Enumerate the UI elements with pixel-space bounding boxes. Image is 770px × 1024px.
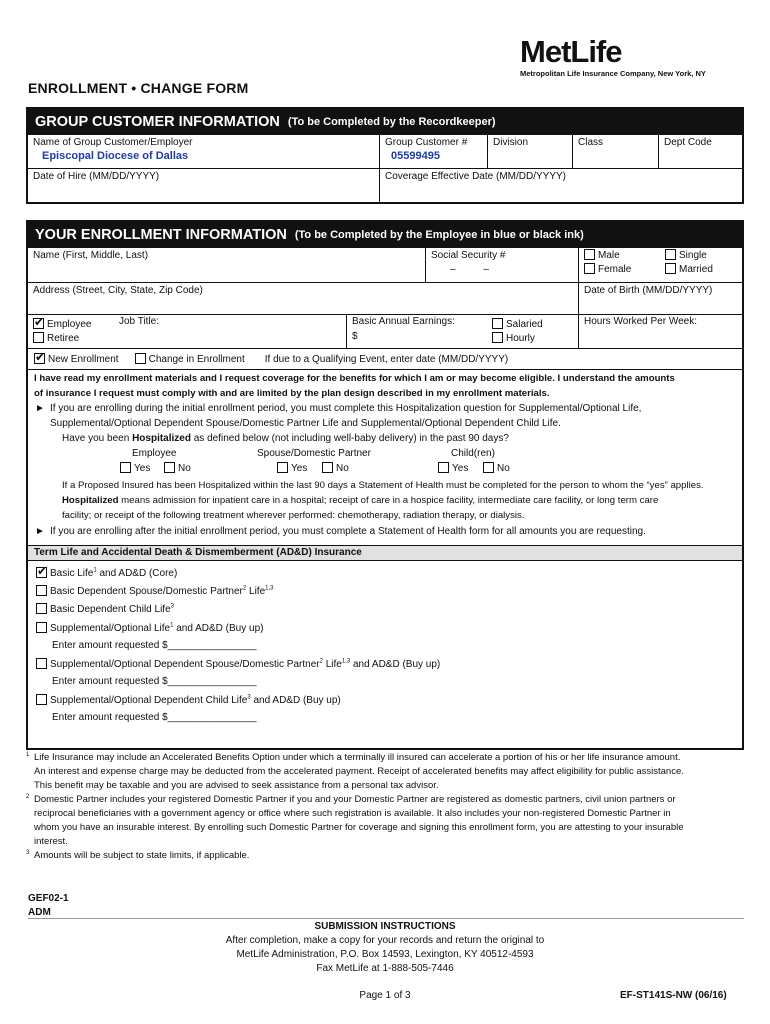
single-label: Single (679, 250, 707, 261)
male-label: Male (598, 250, 620, 261)
qualifying-event-label: If due to a Qualifying Event, enter date (MM/DD/YYYY) (264, 353, 509, 365)
bullet-2-text: If you are enrolling after the initial enrollment period, you must complete a Statement of Health form for all amounts you are requesting. (50, 526, 646, 537)
bullet-1-icon: ► (35, 403, 45, 414)
group-customer-section (26, 107, 744, 204)
male-checkbox[interactable] (584, 249, 595, 260)
spouse-yes-option[interactable]: Yes (277, 462, 307, 474)
company-name: Metropolitan Life Insurance Company, New York, NY (520, 69, 706, 78)
retiree-label: Retiree (47, 333, 80, 344)
children-yes-checkbox[interactable] (438, 462, 449, 473)
salaried-checkbox[interactable] (492, 318, 503, 329)
col-children-label: Child(ren) (451, 448, 495, 459)
employee-no-checkbox[interactable] (164, 462, 175, 473)
form-code-2: ADM (28, 907, 51, 918)
group-section-title: GROUP CUSTOMER INFORMATION (35, 114, 280, 130)
hospitalized-question: Have you been Hospitalized as defined below (not including well-baby delivery) in the past 90 days? (62, 433, 509, 444)
basic-dep-spouse-option[interactable]: Basic Dependent Spouse/Domestic Partner$^2$ Life$^{1,3}$ (36, 585, 273, 597)
supp-life-checkbox[interactable] (36, 622, 47, 633)
hourly-option[interactable] (492, 332, 573, 344)
employee-no-option[interactable]: No (164, 462, 191, 474)
ssn-label: Social Security # (431, 250, 506, 261)
statement-line-2: of insurance I request must comply with and are limited by the plan design described in my enrollment materials. (34, 388, 550, 399)
term-life-block (28, 545, 742, 732)
bullet-2-icon: ► (35, 526, 45, 537)
class-label: Class (578, 137, 604, 148)
hours-field[interactable] (578, 315, 742, 348)
supp-child-amount[interactable]: Enter amount requested $________________ (52, 712, 257, 723)
supp-child-option[interactable]: Supplemental/Optional Dependent Child Life$^3$ and AD&D (Buy up) (36, 694, 341, 706)
address-label: Address (Street, City, State, Zip Code) (33, 285, 203, 296)
salaried-label: Salaried (506, 319, 543, 330)
employee-checkbox[interactable] (33, 318, 44, 329)
employee-option[interactable] (33, 318, 109, 330)
supp-spouse-amount[interactable]: Enter amount requested $________________ (52, 676, 257, 687)
basic-life-option[interactable]: ✔Basic Life$^1$ and AD&D (Core) (36, 567, 177, 579)
col-employee-label: Employee (132, 448, 177, 459)
submission-line-1: After completion, make a copy for your records and return the original to (225, 935, 545, 946)
enrollment-section (26, 220, 744, 750)
children-yes-option[interactable]: Yes (438, 462, 468, 474)
group-number-value: 05599495 (391, 150, 440, 162)
statement-block (28, 369, 742, 545)
single-checkbox[interactable] (665, 249, 676, 260)
job-title-field[interactable] (114, 315, 346, 348)
hourly-label: Hourly (506, 333, 535, 344)
change-enrollment-option[interactable] (135, 353, 245, 365)
form-title: ENROLLMENT • CHANGE FORM (28, 80, 249, 96)
group-number-field[interactable] (379, 135, 487, 168)
spouse-no-option[interactable]: No (322, 462, 349, 474)
dob-label: Date of Birth (MM/DD/YYYY) (584, 285, 713, 296)
hourly-checkbox[interactable] (492, 332, 503, 343)
submission-heading: SUBMISSION INSTRUCTIONS (314, 921, 456, 932)
female-label: Female (598, 264, 632, 275)
employee-label: Employee (47, 319, 92, 330)
enrollment-type-row (28, 348, 742, 369)
date-of-hire-field[interactable] (28, 169, 379, 202)
bullet-1-line-2: Supplemental/Optional Dependent Spouse/Domestic Partner Life and Supplemental/Optional Dependent Child Life. (50, 418, 561, 429)
supp-spouse-checkbox[interactable] (36, 658, 47, 669)
dept-code-field[interactable] (658, 135, 742, 168)
enrollment-section-subtitle: (To be Completed by the Employee in blue or black ink) (294, 229, 584, 241)
new-enrollment-option[interactable] (34, 353, 119, 365)
marital-field (660, 248, 742, 282)
retiree-option[interactable] (33, 332, 109, 344)
submission-line-2: MetLife Administration, P.O. Box 14593, Lexington, KY 40512-4593 (236, 949, 534, 960)
division-label: Division (493, 137, 529, 148)
gender-field (578, 248, 660, 282)
retiree-checkbox[interactable] (33, 332, 44, 343)
footnote-2-line-1: Domestic Partner includes your registered Domestic Partner if you and your Domestic Partner are registered as domestic partners, civil union partners or (34, 794, 676, 805)
ssn-dashes: – – (450, 264, 489, 275)
change-enrollment-label: Change in Enrollment (148, 354, 245, 365)
pay-type-field (487, 315, 578, 348)
metlife-logo: MetLife (520, 34, 622, 69)
form-number: EF-ST141S-NW (06/16) (620, 990, 727, 1001)
footnote-2-line-4: interest. (34, 836, 68, 847)
male-option[interactable] (584, 249, 655, 261)
group-name-value: Episcopal Diocese of Dallas (42, 150, 189, 162)
name-label: Name (First, Middle, Last) (33, 250, 149, 261)
female-checkbox[interactable] (584, 263, 595, 274)
married-checkbox[interactable] (665, 263, 676, 274)
basic-dep-spouse-checkbox[interactable] (36, 585, 47, 596)
enrollment-section-header (28, 222, 742, 248)
basic-life-checkbox[interactable] (36, 567, 47, 578)
hospitalized-definition-1: Hospitalized means admission for inpatient care in a hospital; receipt of care in a hospice facility, intermediate care facility, or long term care (62, 495, 659, 506)
dept-code-label: Dept Code (664, 137, 712, 148)
change-enrollment-checkbox[interactable] (135, 353, 146, 364)
married-option[interactable] (665, 263, 737, 275)
footnote-3-text: Amounts will be subject to state limits, if applicable. (34, 850, 250, 861)
bullet-1-line-1: If you are enrolling during the initial enrollment period, you must complete this Hospitalization question for Supplemental/Optional Life, (50, 403, 642, 414)
status-field (28, 315, 114, 348)
basic-dep-child-option[interactable]: Basic Dependent Child Life$^3$ (36, 603, 174, 615)
children-no-checkbox[interactable] (483, 462, 494, 473)
earnings-field[interactable] (346, 315, 487, 348)
hours-label: Hours Worked Per Week: (584, 316, 698, 327)
group-section-header (28, 109, 742, 135)
page-number: Page 1 of 3 (359, 990, 411, 1001)
employee-yes-checkbox[interactable] (120, 462, 131, 473)
new-enrollment-label: New Enrollment (48, 354, 119, 365)
coverage-date-field[interactable] (379, 169, 742, 202)
single-option[interactable] (665, 249, 737, 261)
new-enrollment-checkbox[interactable] (34, 353, 45, 364)
form-code-1: GEF02-1 (28, 893, 69, 904)
submission-line-3: Fax MetLife at 1-888-505-7446 (316, 963, 454, 974)
salaried-option[interactable] (492, 318, 573, 330)
supp-child-checkbox[interactable] (36, 694, 47, 705)
footnote-1-line-3: This benefit may be taxable and you are advised to seek assistance from a personal tax advisor. (34, 780, 439, 791)
footnote-2-line-3: whom you have an insurable interest. By enrolling such Domestic Partner for coverage and signing this enrollment form, you are attesting to your insurable (34, 822, 684, 833)
earnings-dollar: $ (352, 331, 358, 342)
footnote-1-line-1: Life Insurance may include an Accelerated Benefits Option under which a terminally ill insured can accelerate a portion of his or her life insurance amount. (34, 752, 681, 763)
col-spouse-label: Spouse/Domestic Partner (257, 448, 371, 459)
group-number-label: Group Customer # (385, 137, 468, 148)
coverage-date-label: Coverage Effective Date (MM/DD/YYYY) (385, 171, 566, 182)
footer-divider (28, 918, 744, 919)
dob-field[interactable] (578, 283, 742, 314)
footnote-3-marker: 3 (26, 850, 30, 856)
children-no-option[interactable]: No (483, 462, 510, 474)
address-field[interactable] (28, 283, 578, 314)
ssn-field[interactable] (425, 248, 578, 282)
statement-line-1: I have read my enrollment materials and I request coverage for the benefits for which I am or may become eligible. I understand the amounts (34, 373, 675, 384)
supp-life-amount[interactable]: Enter amount requested $________________ (52, 640, 257, 651)
footnote-2-line-2: reciprocal beneficiaries with a government agency or office where such registration is available. It also includes your non-registered Domestic Partner in (34, 808, 671, 819)
female-option[interactable] (584, 263, 655, 275)
class-field[interactable] (572, 135, 658, 168)
name-field[interactable] (28, 248, 425, 282)
date-of-hire-label: Date of Hire (MM/DD/YYYY) (33, 171, 160, 182)
earnings-label: Basic Annual Earnings: (352, 316, 455, 327)
supp-spouse-option[interactable]: Supplemental/Optional Dependent Spouse/Domestic Partner$^2$ Life$^{1,3}$ and AD&D (Buy up) (36, 658, 440, 670)
spouse-no-checkbox[interactable] (322, 462, 333, 473)
division-field[interactable] (487, 135, 572, 168)
enrollment-section-title: YOUR ENROLLMENT INFORMATION (35, 227, 287, 243)
proposed-insured-text: If a Proposed Insured has been Hospitalized within the last 90 days a Statement of Health must be completed for the person to whom the “yes” applies. (62, 480, 704, 491)
job-title-label: Job Title: (119, 316, 160, 327)
footnote-1-marker: 1 (26, 752, 30, 758)
supp-life-option[interactable]: Supplemental/Optional Life$^1$ and AD&D (Buy up) (36, 622, 263, 634)
group-name-label: Name of Group Customer/Employer (33, 137, 193, 148)
footnote-1-line-2: An interest and expense charge may be deducted from the accelerated payment. Receipt of accelerated benefits may affect eligibility for public assistance. (34, 766, 684, 777)
group-name-field[interactable] (28, 135, 379, 168)
married-label: Married (679, 264, 713, 275)
employee-yes-option[interactable]: Yes (120, 462, 150, 474)
term-life-heading: Term Life and Accidental Death & Dismemberment (AD&D) Insurance (28, 545, 742, 561)
group-section-subtitle: (To be Completed by the Recordkeeper) (287, 116, 496, 128)
footnote-2-marker: 2 (26, 794, 30, 800)
spouse-yes-checkbox[interactable] (277, 462, 288, 473)
basic-dep-child-checkbox[interactable] (36, 603, 47, 614)
hospitalized-definition-2: facility; or receipt of the following treatment wherever performed: chemotherapy, radiation therapy, or dialysis. (62, 510, 525, 521)
